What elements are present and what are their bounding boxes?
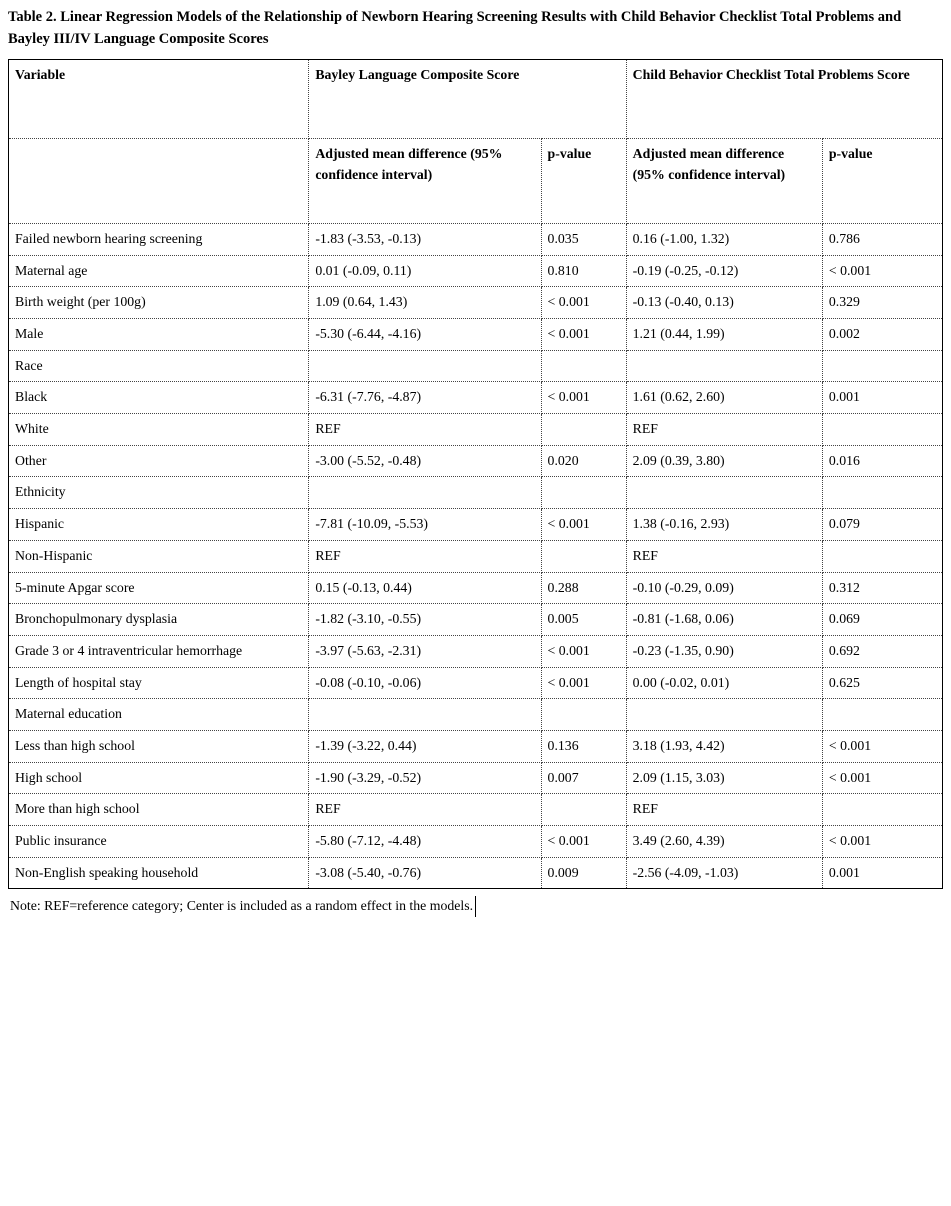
cell-cbcl-estimate: -0.10 (-0.29, 0.09) xyxy=(626,572,822,604)
table-row xyxy=(9,572,943,604)
table-row xyxy=(9,604,943,636)
cell-variable: Birth weight (per 100g) xyxy=(9,287,309,319)
header-cbcl-group: Child Behavior Checklist Total Problems Score xyxy=(626,59,942,138)
table-row xyxy=(9,382,943,414)
cell-cbcl-estimate: 2.09 (0.39, 3.80) xyxy=(626,445,822,477)
cell-cbcl-pvalue: 0.692 xyxy=(822,635,942,667)
cell-bayley-estimate: -7.81 (-10.09, -5.53) xyxy=(309,509,541,541)
table-row xyxy=(9,857,943,889)
cell-cbcl-pvalue xyxy=(822,794,942,826)
table-row xyxy=(9,635,943,667)
cell-cbcl-pvalue xyxy=(822,350,942,382)
cell-bayley-estimate: 1.09 (0.64, 1.43) xyxy=(309,287,541,319)
cell-bayley-estimate: -6.31 (-7.76, -4.87) xyxy=(309,382,541,414)
cell-bayley-estimate: -3.08 (-5.40, -0.76) xyxy=(309,857,541,889)
cell-cbcl-pvalue: 0.079 xyxy=(822,509,942,541)
cell-bayley-pvalue: 0.005 xyxy=(541,604,626,636)
table-body xyxy=(9,59,943,888)
cell-variable: Maternal age xyxy=(9,255,309,287)
cell-cbcl-estimate xyxy=(626,699,822,731)
table-row xyxy=(9,509,943,541)
cell-bayley-pvalue: 0.009 xyxy=(541,857,626,889)
cell-bayley-estimate: REF xyxy=(309,414,541,446)
cell-cbcl-pvalue: 0.001 xyxy=(822,382,942,414)
table-row xyxy=(9,350,943,382)
cell-variable: Maternal education xyxy=(9,699,309,731)
header-cbcl-estimate: Adjusted mean difference (95% confidence interval) xyxy=(626,138,822,223)
cell-cbcl-pvalue: < 0.001 xyxy=(822,826,942,858)
table-row xyxy=(9,255,943,287)
cell-variable: White xyxy=(9,414,309,446)
cell-cbcl-pvalue xyxy=(822,540,942,572)
header-bayley-estimate: Adjusted mean difference (95% confidence interval) xyxy=(309,138,541,223)
table-header-row-1 xyxy=(9,59,943,138)
table-row xyxy=(9,540,943,572)
cell-cbcl-estimate: -0.23 (-1.35, 0.90) xyxy=(626,635,822,667)
table-row xyxy=(9,699,943,731)
cell-bayley-pvalue xyxy=(541,540,626,572)
cell-bayley-pvalue: < 0.001 xyxy=(541,382,626,414)
cell-bayley-pvalue: < 0.001 xyxy=(541,287,626,319)
cell-bayley-pvalue: 0.288 xyxy=(541,572,626,604)
cell-bayley-estimate xyxy=(309,350,541,382)
cell-bayley-estimate: -1.39 (-3.22, 0.44) xyxy=(309,730,541,762)
cell-cbcl-estimate: -0.81 (-1.68, 0.06) xyxy=(626,604,822,636)
cell-bayley-pvalue: < 0.001 xyxy=(541,667,626,699)
cell-cbcl-estimate: 3.18 (1.93, 4.42) xyxy=(626,730,822,762)
regression-results-table xyxy=(8,59,943,889)
cell-cbcl-estimate: 1.61 (0.62, 2.60) xyxy=(626,382,822,414)
cell-variable: Non-Hispanic xyxy=(9,540,309,572)
cell-bayley-pvalue: < 0.001 xyxy=(541,826,626,858)
cell-cbcl-pvalue: 0.069 xyxy=(822,604,942,636)
cell-bayley-estimate: -3.97 (-5.63, -2.31) xyxy=(309,635,541,667)
cell-cbcl-pvalue: 0.625 xyxy=(822,667,942,699)
table-row xyxy=(9,319,943,351)
table-row xyxy=(9,445,943,477)
cell-variable: 5-minute Apgar score xyxy=(9,572,309,604)
cell-bayley-pvalue: < 0.001 xyxy=(541,635,626,667)
cell-bayley-pvalue xyxy=(541,794,626,826)
header-bayley-group: Bayley Language Composite Score xyxy=(309,59,626,138)
cell-cbcl-estimate: -0.13 (-0.40, 0.13) xyxy=(626,287,822,319)
table-row xyxy=(9,794,943,826)
cell-cbcl-estimate: -0.19 (-0.25, -0.12) xyxy=(626,255,822,287)
cell-variable: More than high school xyxy=(9,794,309,826)
cell-cbcl-estimate: 3.49 (2.60, 4.39) xyxy=(626,826,822,858)
cell-cbcl-estimate: -2.56 (-4.09, -1.03) xyxy=(626,857,822,889)
cell-bayley-pvalue xyxy=(541,699,626,731)
cell-bayley-estimate: REF xyxy=(309,540,541,572)
cell-cbcl-pvalue xyxy=(822,414,942,446)
cell-variable: Bronchopulmonary dysplasia xyxy=(9,604,309,636)
cell-variable: Less than high school xyxy=(9,730,309,762)
cell-variable: Grade 3 or 4 intraventricular hemorrhage xyxy=(9,635,309,667)
cell-bayley-pvalue xyxy=(541,350,626,382)
cell-cbcl-estimate: 1.38 (-0.16, 2.93) xyxy=(626,509,822,541)
cell-bayley-estimate xyxy=(309,477,541,509)
cell-bayley-estimate: -0.08 (-0.10, -0.06) xyxy=(309,667,541,699)
cell-cbcl-pvalue xyxy=(822,477,942,509)
cell-cbcl-pvalue: 0.016 xyxy=(822,445,942,477)
table-caption: Table 2. Linear Regression Models of the Relationship of Newborn Hearing Screening Results with Child Behavior Checklist Total Problems and Bayley III/IV Language Composite Scores xyxy=(8,9,902,48)
cell-bayley-estimate: -3.00 (-5.52, -0.48) xyxy=(309,445,541,477)
cell-cbcl-estimate: 2.09 (1.15, 3.03) xyxy=(626,762,822,794)
cell-variable: Length of hospital stay xyxy=(9,667,309,699)
cell-cbcl-estimate: 1.21 (0.44, 1.99) xyxy=(626,319,822,351)
cell-bayley-pvalue: < 0.001 xyxy=(541,509,626,541)
table-row xyxy=(9,414,943,446)
table-row xyxy=(9,826,943,858)
cell-bayley-pvalue xyxy=(541,414,626,446)
table-note: Note: REF=reference category; Center is included as a random effect in the models. xyxy=(8,896,476,917)
cell-cbcl-pvalue: 0.002 xyxy=(822,319,942,351)
cell-variable: Ethnicity xyxy=(9,477,309,509)
table-row xyxy=(9,730,943,762)
cell-variable: Male xyxy=(9,319,309,351)
table-row xyxy=(9,667,943,699)
cell-bayley-estimate: REF xyxy=(309,794,541,826)
cell-cbcl-pvalue: 0.312 xyxy=(822,572,942,604)
cell-variable: Race xyxy=(9,350,309,382)
cell-cbcl-estimate: REF xyxy=(626,540,822,572)
cell-cbcl-pvalue: < 0.001 xyxy=(822,730,942,762)
cell-bayley-pvalue: < 0.001 xyxy=(541,319,626,351)
cell-bayley-estimate: 0.15 (-0.13, 0.44) xyxy=(309,572,541,604)
cell-cbcl-estimate: 0.00 (-0.02, 0.01) xyxy=(626,667,822,699)
table-row xyxy=(9,287,943,319)
cell-cbcl-pvalue: 0.786 xyxy=(822,223,942,255)
cell-bayley-estimate: -1.90 (-3.29, -0.52) xyxy=(309,762,541,794)
cell-variable: Public insurance xyxy=(9,826,309,858)
cell-cbcl-pvalue: 0.001 xyxy=(822,857,942,889)
cell-variable: Hispanic xyxy=(9,509,309,541)
cell-bayley-estimate: -5.80 (-7.12, -4.48) xyxy=(309,826,541,858)
cell-bayley-pvalue: 0.810 xyxy=(541,255,626,287)
cell-bayley-pvalue: 0.035 xyxy=(541,223,626,255)
cell-variable: Other xyxy=(9,445,309,477)
cell-cbcl-estimate: REF xyxy=(626,794,822,826)
header-variable: Variable xyxy=(9,59,309,138)
cell-cbcl-pvalue: 0.329 xyxy=(822,287,942,319)
table-row xyxy=(9,762,943,794)
cell-bayley-estimate: 0.01 (-0.09, 0.11) xyxy=(309,255,541,287)
cell-cbcl-estimate xyxy=(626,477,822,509)
cell-cbcl-estimate: 0.16 (-1.00, 1.32) xyxy=(626,223,822,255)
cell-variable: Non-English speaking household xyxy=(9,857,309,889)
cell-cbcl-estimate: REF xyxy=(626,414,822,446)
header-cbcl-pvalue: p-value xyxy=(822,138,942,223)
cell-bayley-pvalue: 0.020 xyxy=(541,445,626,477)
cell-variable: Failed newborn hearing screening xyxy=(9,223,309,255)
cell-variable: Black xyxy=(9,382,309,414)
cell-variable: High school xyxy=(9,762,309,794)
table-row xyxy=(9,223,943,255)
cell-bayley-pvalue: 0.007 xyxy=(541,762,626,794)
cell-bayley-pvalue: 0.136 xyxy=(541,730,626,762)
cell-cbcl-pvalue xyxy=(822,699,942,731)
cell-cbcl-estimate xyxy=(626,350,822,382)
cell-cbcl-pvalue: < 0.001 xyxy=(822,762,942,794)
cell-bayley-estimate: -5.30 (-6.44, -4.16) xyxy=(309,319,541,351)
cell-bayley-estimate xyxy=(309,699,541,731)
table-header-row-2 xyxy=(9,138,943,223)
table-row xyxy=(9,477,943,509)
cell-bayley-estimate: -1.83 (-3.53, -0.13) xyxy=(309,223,541,255)
cell-bayley-estimate: -1.82 (-3.10, -0.55) xyxy=(309,604,541,636)
cell-cbcl-pvalue: < 0.001 xyxy=(822,255,942,287)
header-bayley-pvalue: p-value xyxy=(541,138,626,223)
header-variable-blank xyxy=(9,138,309,223)
cell-bayley-pvalue xyxy=(541,477,626,509)
